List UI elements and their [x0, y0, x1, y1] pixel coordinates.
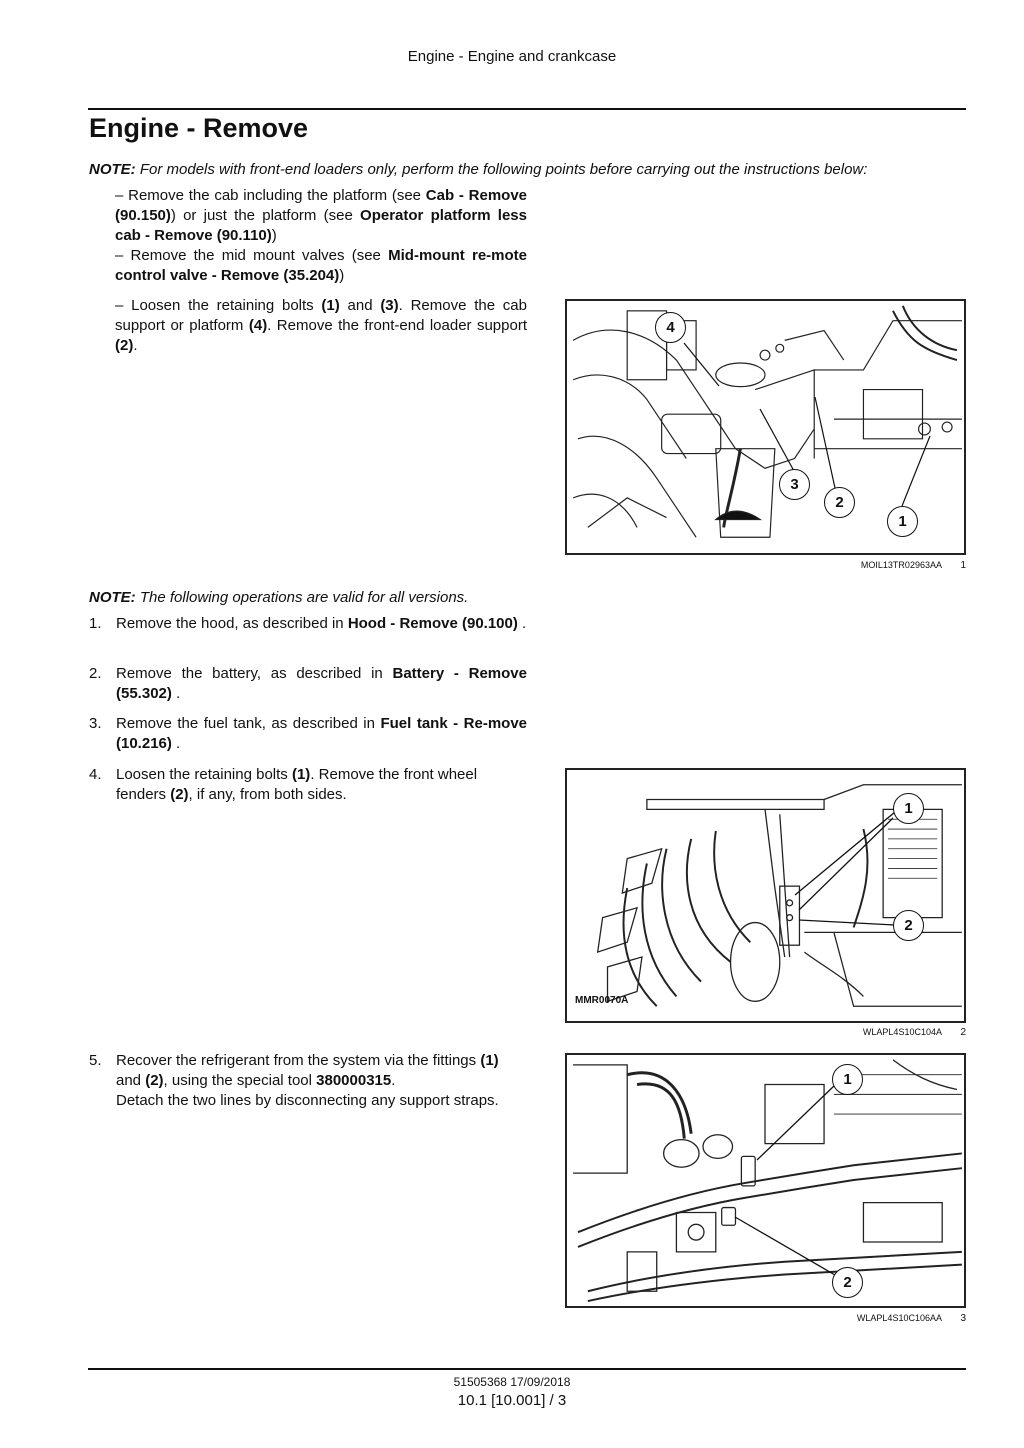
- step-4: 4. Loosen the retaining bolts (1). Remove the front wheel fenders (2), if any, from both sides.: [89, 766, 478, 803]
- figure-3-number: 3: [960, 1313, 966, 1324]
- intro-paragraph-1: – Remove the cab including the platform (see Cab - Remove (90.150)) or just the platform (see Operator platform less cab - Remove (90.110)): [115, 187, 528, 244]
- figure-2-number: 2: [960, 1027, 966, 1038]
- all-versions-note: [89, 588, 529, 608]
- footer-document-id: 51505368 17/09/2018: [453, 1375, 571, 1389]
- link-mid-mount-valve-remove[interactable]: Mid-mount re-mote control valve - Remove (35.204): [115, 247, 527, 284]
- figure-1-caption: [720, 560, 966, 571]
- link-operator-platform-remove[interactable]: Operator platform less cab - Remove (90.110): [115, 207, 527, 244]
- figure-2-caption: [720, 1027, 966, 1038]
- figure-1-callout-1: 1: [887, 506, 918, 537]
- note-text: For models with front-end loaders only, perform the following points before carrying out the instructions below:: [139, 161, 868, 178]
- figure-2-callouts: [567, 770, 966, 1023]
- figure-2-code: WLAPL4S10C104A: [862, 1027, 942, 1037]
- figure-3-callouts: [567, 1055, 966, 1308]
- figure-3-callout-1: 1: [832, 1064, 863, 1095]
- figure-1-callout-3: 3: [779, 469, 810, 500]
- step-2: 2. Remove the battery, as described in Battery - Remove (55.302) .: [89, 665, 527, 702]
- figure-1-code: MOIL13TR02963AA: [860, 560, 942, 570]
- note-label: NOTE:: [89, 161, 136, 178]
- figure-2-inset-label: MMR0070A: [575, 995, 629, 1006]
- figure-2-illustration: [565, 768, 966, 1023]
- page-title: Engine - Remove: [89, 113, 309, 143]
- loader-note: [89, 160, 969, 180]
- figure-1-illustration: [565, 299, 966, 555]
- intro-paragraph-2: – Remove the mid mount valves (see Mid-mount re-mote control valve - Remove (35.204)): [115, 247, 527, 284]
- figure-1-callout-2: 2: [824, 487, 855, 518]
- figure-3-illustration: [565, 1053, 966, 1308]
- running-header: Engine - Engine and crankcase: [407, 48, 617, 65]
- figure-2-callout-1: 1: [893, 793, 924, 824]
- link-battery-remove[interactable]: Battery - Remove (55.302): [116, 665, 527, 702]
- special-tool-number: 380000315: [316, 1072, 392, 1089]
- link-fuel-tank-remove[interactable]: Fuel tank - Re-move (10.216): [116, 715, 528, 752]
- intro-paragraph-3: – Loosen the retaining bolts (1) and (3). Remove the cab support or platform (4). Remove the front-end loader support (2).: [115, 297, 527, 354]
- figure-1-callout-4: 4: [655, 312, 686, 343]
- figure-3-code: WLAPL4S10C106AA: [856, 1313, 942, 1323]
- footer-rule: [88, 1368, 966, 1370]
- footer-page-number: 10.1 [10.001] / 3: [457, 1392, 567, 1409]
- step-1: 1. Remove the hood, as described in Hood - Remove (90.100) .: [89, 615, 527, 632]
- step-3: 3. Remove the fuel tank, as described in Fuel tank - Re-move (10.216) .: [89, 715, 528, 752]
- figure-3-caption: [720, 1313, 966, 1324]
- step-5: 5. Recover the refrigerant from the system via the fittings (1) and (2), using the special tool 380000315. Detach the two lines by disconnecting any support straps.: [89, 1052, 499, 1109]
- figure-2-callout-2: 2: [893, 910, 924, 941]
- link-hood-remove[interactable]: Hood - Remove (90.100): [347, 615, 518, 632]
- note-2-text: The following operations are valid for all versions.: [139, 589, 469, 606]
- figure-1-number: 1: [960, 560, 966, 571]
- figure-1-callouts: [567, 301, 966, 555]
- intro-block: [115, 186, 527, 286]
- note-2-label: NOTE:: [89, 589, 136, 606]
- header-rule: [88, 108, 966, 110]
- link-cab-remove[interactable]: Cab - Remove (90.150): [115, 187, 528, 224]
- figure-3-callout-2: 2: [832, 1267, 863, 1298]
